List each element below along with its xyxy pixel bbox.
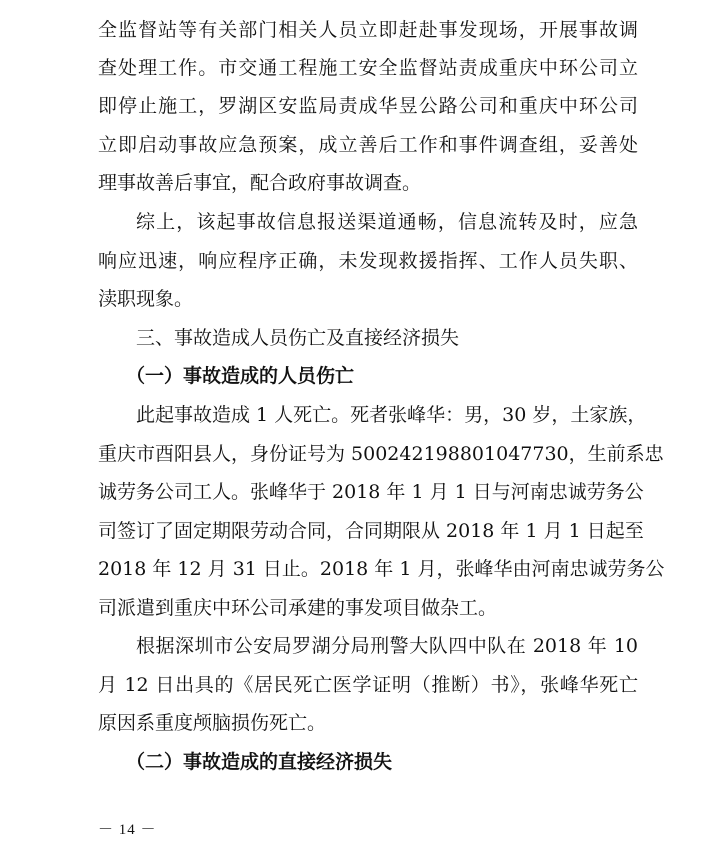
section-heading: 三、事故造成人员伤亡及直接经济损失 <box>136 327 460 349</box>
paragraph-first-line: 综上，该起事故信息报送渠道通畅，信息流转及时，应急 <box>136 211 638 233</box>
body-text-line: 2018 年 12 月 31 日止。2018 年 1 月，张峰华由河南忠诚劳务公 <box>98 558 665 580</box>
body-text-line: 重庆市酉阳县人，身份证号为 500242198801047730，生前系忠 <box>98 443 664 465</box>
subsection-heading: （一）事故造成的人员伤亡 <box>126 365 355 387</box>
paragraph-first-line: 此起事故造成 1 人死亡。死者张峰华：男，30 岁，土家族， <box>136 404 647 426</box>
body-text-line: 即停止施工，罗湖区安监局责成华昱公路公司和重庆中环公司 <box>98 95 638 117</box>
body-text-line: 全监督站等有关部门相关人员立即赶赴事发现场，开展事故调 <box>98 19 638 41</box>
body-text-line: 理事故善后事宜，配合政府事故调查。 <box>98 172 422 194</box>
body-text-line: 响应迅速，响应程序正确，未发现救援指挥、工作人员失职、 <box>98 250 638 272</box>
body-text-line: 渎职现象。 <box>98 288 194 310</box>
body-text-line: 立即启动事故应急预案，成立善后工作和事件调查组，妥善处 <box>98 134 638 156</box>
body-text-line: 司签订了固定期限劳动合同，合同期限从 2018 年 1 月 1 日起至 <box>98 520 644 542</box>
body-text-line: 原因系重度颅脑损伤死亡。 <box>98 712 327 734</box>
body-text-line: 诚劳务公司工人。张峰华于 2018 年 1 月 1 日与河南忠诚劳务公 <box>98 481 644 503</box>
subsection-heading: （二）事故造成的直接经济损失 <box>126 751 393 773</box>
body-text-line: 司派遣到重庆中环公司承建的事发项目做杂工。 <box>98 597 498 619</box>
paragraph-first-line: 根据深圳市公安局罗湖分局刑警大队四中队在 2018 年 10 <box>136 635 638 657</box>
body-text-line: 月 12 日出具的《居民死亡医学证明（推断）书》，张峰华死亡 <box>98 674 638 696</box>
body-text-line: 查处理工作。市交通工程施工安全监督站责成重庆中环公司立 <box>98 57 638 79</box>
page-number: － 14 － <box>98 822 157 838</box>
